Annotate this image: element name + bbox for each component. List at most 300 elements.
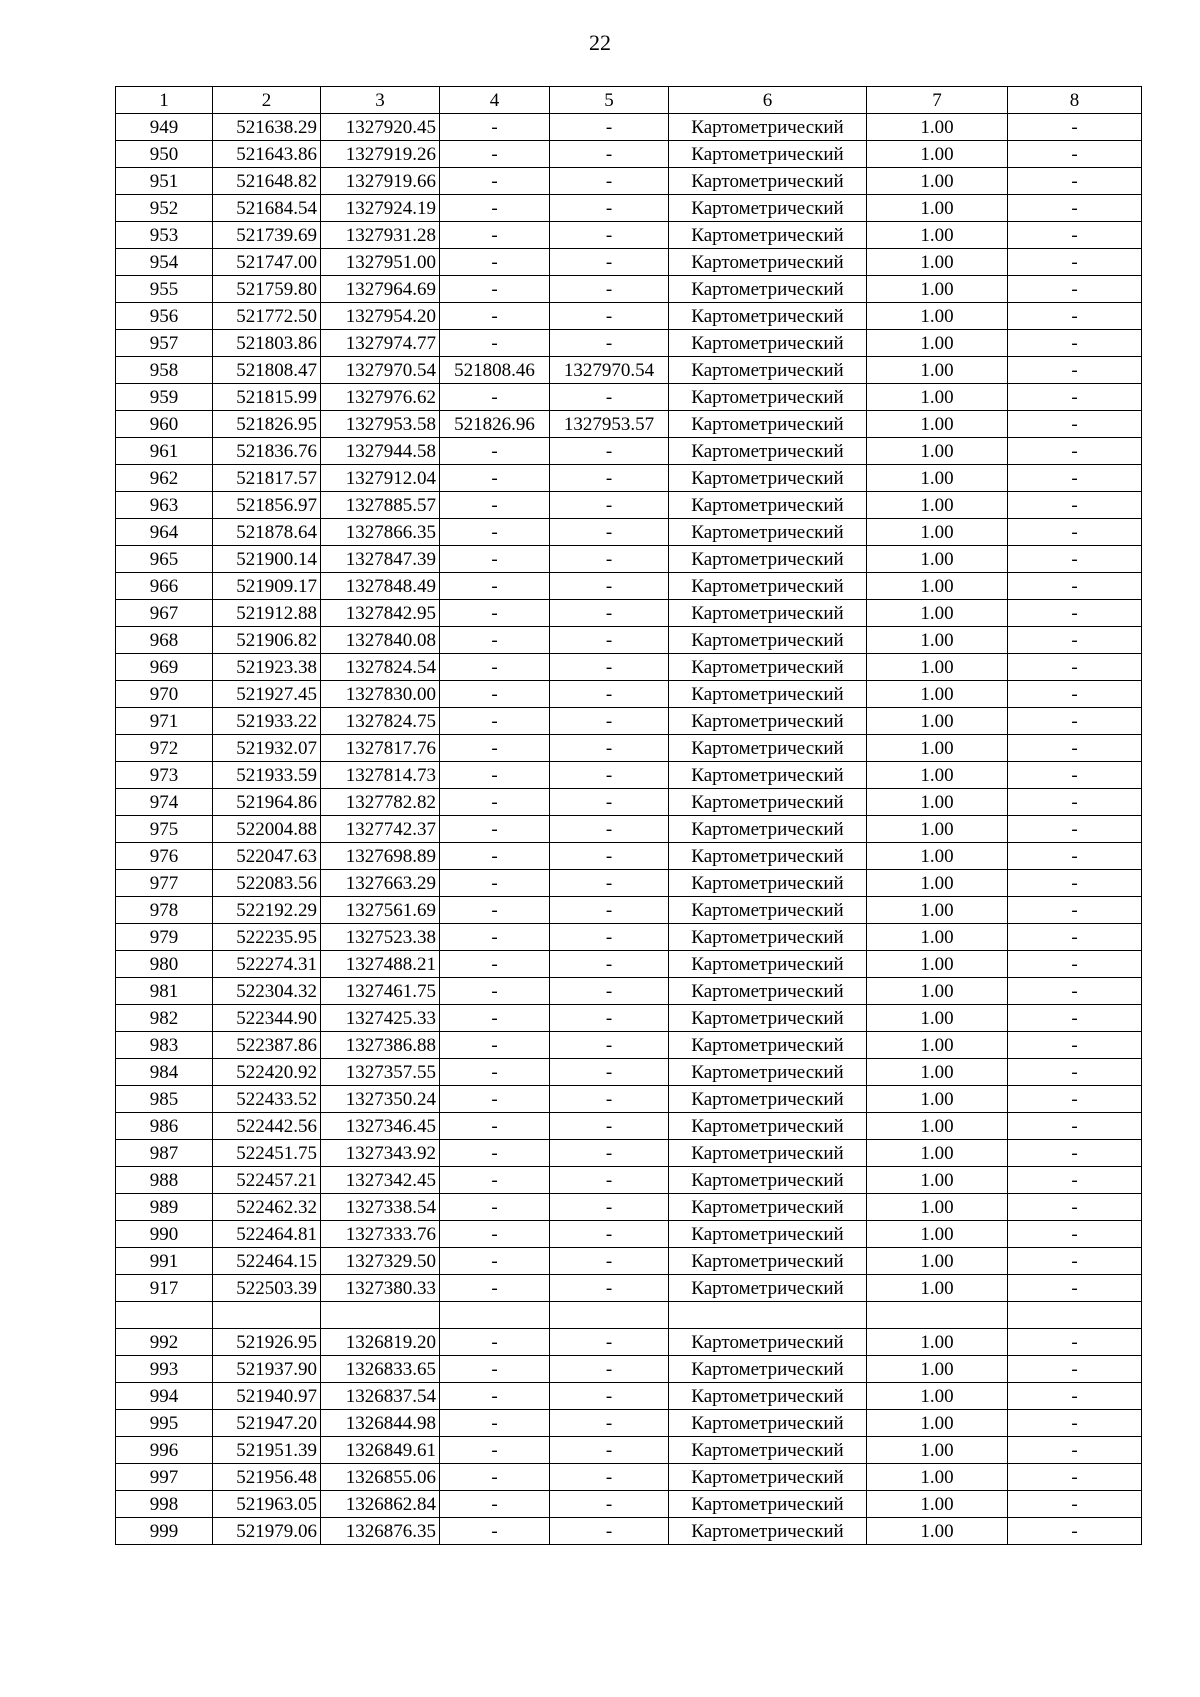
- y-coord-cell: 1327346.45: [321, 1113, 440, 1140]
- x-prev-cell: -: [440, 141, 550, 168]
- y-prev-cell: -: [550, 897, 669, 924]
- x-coord-cell: 521923.38: [213, 654, 321, 681]
- x-coord-cell: 521747.00: [213, 249, 321, 276]
- method-cell: Картометрический: [669, 897, 867, 924]
- x-coord-cell: 521956.48: [213, 1464, 321, 1491]
- accuracy-cell: 1.00: [867, 816, 1008, 843]
- x-coord-cell: 522464.81: [213, 1221, 321, 1248]
- y-coord-cell: 1327951.00: [321, 249, 440, 276]
- description-cell: -: [1008, 735, 1142, 762]
- table-row: [116, 141, 1142, 168]
- description-cell: -: [1008, 681, 1142, 708]
- y-coord-cell: 1327954.20: [321, 303, 440, 330]
- y-coord-cell: 1327461.75: [321, 978, 440, 1005]
- x-prev-cell: -: [440, 1059, 550, 1086]
- x-prev-cell: -: [440, 1032, 550, 1059]
- description-cell: -: [1008, 438, 1142, 465]
- y-prev-cell: -: [550, 1383, 669, 1410]
- point-number-cell: 967: [116, 600, 213, 627]
- accuracy-cell: 1.00: [867, 870, 1008, 897]
- table-body: [116, 114, 1142, 1545]
- accuracy-cell: 1.00: [867, 357, 1008, 384]
- accuracy-cell: 1.00: [867, 465, 1008, 492]
- x-coord-cell: 522235.95: [213, 924, 321, 951]
- x-prev-cell: -: [440, 735, 550, 762]
- y-coord-cell: 1327342.45: [321, 1167, 440, 1194]
- description-cell: -: [1008, 573, 1142, 600]
- x-prev-cell: -: [440, 168, 550, 195]
- y-prev-cell: -: [550, 1518, 669, 1545]
- point-number-cell: 965: [116, 546, 213, 573]
- x-prev-cell: -: [440, 762, 550, 789]
- y-coord-cell: [321, 1302, 440, 1329]
- x-prev-cell: -: [440, 1248, 550, 1275]
- x-coord-cell: 522442.56: [213, 1113, 321, 1140]
- table-row: [116, 276, 1142, 303]
- point-number-cell: 988: [116, 1167, 213, 1194]
- method-cell: Картометрический: [669, 681, 867, 708]
- description-cell: -: [1008, 627, 1142, 654]
- method-cell: Картометрический: [669, 1275, 867, 1302]
- accuracy-cell: 1.00: [867, 762, 1008, 789]
- x-prev-cell: -: [440, 816, 550, 843]
- x-coord-cell: 522083.56: [213, 870, 321, 897]
- page-number: 22: [589, 30, 611, 55]
- description-cell: -: [1008, 1086, 1142, 1113]
- x-prev-cell: -: [440, 681, 550, 708]
- x-coord-cell: 521964.86: [213, 789, 321, 816]
- x-prev-cell: -: [440, 1221, 550, 1248]
- y-prev-cell: -: [550, 600, 669, 627]
- table-row: [116, 681, 1142, 708]
- x-prev-cell: -: [440, 1410, 550, 1437]
- y-coord-cell: 1327425.33: [321, 1005, 440, 1032]
- table-row: [116, 816, 1142, 843]
- x-coord-cell: 522004.88: [213, 816, 321, 843]
- x-coord-cell: 521937.90: [213, 1356, 321, 1383]
- x-coord-cell: 521817.57: [213, 465, 321, 492]
- description-cell: -: [1008, 141, 1142, 168]
- x-prev-cell: -: [440, 438, 550, 465]
- table-row: [116, 249, 1142, 276]
- accuracy-cell: 1.00: [867, 222, 1008, 249]
- accuracy-cell: 1.00: [867, 654, 1008, 681]
- description-cell: -: [1008, 249, 1142, 276]
- y-coord-cell: 1327523.38: [321, 924, 440, 951]
- x-coord-cell: 522451.75: [213, 1140, 321, 1167]
- point-number-cell: 953: [116, 222, 213, 249]
- x-prev-cell: -: [440, 303, 550, 330]
- point-number-cell: 984: [116, 1059, 213, 1086]
- point-number-cell: 956: [116, 303, 213, 330]
- table-row: [116, 870, 1142, 897]
- x-coord-cell: 522192.29: [213, 897, 321, 924]
- point-number-cell: [116, 1302, 213, 1329]
- point-number-cell: 974: [116, 789, 213, 816]
- description-cell: -: [1008, 1221, 1142, 1248]
- x-coord-cell: 521906.82: [213, 627, 321, 654]
- accuracy-cell: 1.00: [867, 141, 1008, 168]
- accuracy-cell: 1.00: [867, 1410, 1008, 1437]
- description-cell: -: [1008, 600, 1142, 627]
- accuracy-cell: 1.00: [867, 681, 1008, 708]
- description-cell: -: [1008, 708, 1142, 735]
- y-coord-cell: 1326844.98: [321, 1410, 440, 1437]
- y-coord-cell: 1327919.66: [321, 168, 440, 195]
- y-coord-cell: 1327830.00: [321, 681, 440, 708]
- y-prev-cell: -: [550, 951, 669, 978]
- method-cell: Картометрический: [669, 1194, 867, 1221]
- method-cell: Картометрический: [669, 438, 867, 465]
- description-cell: -: [1008, 1437, 1142, 1464]
- x-prev-cell: -: [440, 654, 550, 681]
- method-cell: Картометрический: [669, 600, 867, 627]
- point-number-cell: 955: [116, 276, 213, 303]
- point-number-cell: 993: [116, 1356, 213, 1383]
- method-cell: Картометрический: [669, 627, 867, 654]
- x-prev-cell: -: [440, 1437, 550, 1464]
- y-coord-cell: 1327488.21: [321, 951, 440, 978]
- description-cell: -: [1008, 357, 1142, 384]
- y-coord-cell: 1327866.35: [321, 519, 440, 546]
- description-cell: -: [1008, 546, 1142, 573]
- x-prev-cell: -: [440, 519, 550, 546]
- x-prev-cell: -: [440, 1167, 550, 1194]
- accuracy-cell: 1.00: [867, 276, 1008, 303]
- table-row: [116, 978, 1142, 1005]
- table-row: [116, 1275, 1142, 1302]
- table-row: [116, 195, 1142, 222]
- accuracy-cell: 1.00: [867, 1221, 1008, 1248]
- x-prev-cell: -: [440, 951, 550, 978]
- accuracy-cell: 1.00: [867, 1437, 1008, 1464]
- coordinates-table: [115, 86, 1142, 1545]
- y-prev-cell: -: [550, 843, 669, 870]
- y-prev-cell: 1327953.57: [550, 411, 669, 438]
- y-prev-cell: -: [550, 1005, 669, 1032]
- x-prev-cell: -: [440, 114, 550, 141]
- accuracy-cell: 1.00: [867, 924, 1008, 951]
- y-prev-cell: -: [550, 1167, 669, 1194]
- x-prev-cell: -: [440, 195, 550, 222]
- y-prev-cell: -: [550, 762, 669, 789]
- x-coord-cell: 521878.64: [213, 519, 321, 546]
- accuracy-cell: 1.00: [867, 1356, 1008, 1383]
- accuracy-cell: 1.00: [867, 1329, 1008, 1356]
- x-prev-cell: -: [440, 627, 550, 654]
- accuracy-cell: 1.00: [867, 951, 1008, 978]
- y-prev-cell: -: [550, 627, 669, 654]
- accuracy-cell: 1.00: [867, 249, 1008, 276]
- accuracy-cell: 1.00: [867, 1248, 1008, 1275]
- method-cell: Картометрический: [669, 411, 867, 438]
- description-cell: -: [1008, 1356, 1142, 1383]
- x-prev-cell: -: [440, 1194, 550, 1221]
- y-coord-cell: 1326876.35: [321, 1518, 440, 1545]
- method-cell: Картометрический: [669, 303, 867, 330]
- method-cell: Картометрический: [669, 276, 867, 303]
- x-coord-cell: 521815.99: [213, 384, 321, 411]
- point-number-cell: 972: [116, 735, 213, 762]
- y-prev-cell: -: [550, 195, 669, 222]
- y-prev-cell: -: [550, 1221, 669, 1248]
- point-number-cell: 959: [116, 384, 213, 411]
- y-coord-cell: 1326855.06: [321, 1464, 440, 1491]
- x-coord-cell: 522457.21: [213, 1167, 321, 1194]
- description-cell: -: [1008, 870, 1142, 897]
- description-cell: -: [1008, 492, 1142, 519]
- point-number-cell: 966: [116, 573, 213, 600]
- x-prev-cell: -: [440, 1329, 550, 1356]
- y-coord-cell: 1327842.95: [321, 600, 440, 627]
- header-cell: 7: [867, 87, 1008, 114]
- table-row: [116, 1383, 1142, 1410]
- y-coord-cell: 1327329.50: [321, 1248, 440, 1275]
- method-cell: Картометрический: [669, 1005, 867, 1032]
- x-coord-cell: 521979.06: [213, 1518, 321, 1545]
- table-row: [116, 492, 1142, 519]
- x-coord-cell: 521856.97: [213, 492, 321, 519]
- method-cell: Картометрический: [669, 330, 867, 357]
- x-prev-cell: [440, 1302, 550, 1329]
- accuracy-cell: 1.00: [867, 1086, 1008, 1113]
- x-prev-cell: -: [440, 465, 550, 492]
- x-coord-cell: 521638.29: [213, 114, 321, 141]
- y-coord-cell: 1327964.69: [321, 276, 440, 303]
- x-prev-cell: -: [440, 708, 550, 735]
- table-row: [116, 303, 1142, 330]
- x-prev-cell: -: [440, 1086, 550, 1113]
- accuracy-cell: 1.00: [867, 546, 1008, 573]
- table-row: [116, 1437, 1142, 1464]
- x-coord-cell: 521926.95: [213, 1329, 321, 1356]
- accuracy-cell: 1.00: [867, 114, 1008, 141]
- description-cell: -: [1008, 384, 1142, 411]
- method-cell: Картометрический: [669, 1491, 867, 1518]
- x-coord-cell: 521643.86: [213, 141, 321, 168]
- point-number-cell: 917: [116, 1275, 213, 1302]
- accuracy-cell: 1.00: [867, 600, 1008, 627]
- x-coord-cell: 522503.39: [213, 1275, 321, 1302]
- method-cell: Картометрический: [669, 141, 867, 168]
- point-number-cell: 996: [116, 1437, 213, 1464]
- method-cell: Картометрический: [669, 1221, 867, 1248]
- table-row: [116, 1410, 1142, 1437]
- table-row: [116, 1032, 1142, 1059]
- x-coord-cell: 521684.54: [213, 195, 321, 222]
- x-coord-cell: 521947.20: [213, 1410, 321, 1437]
- y-prev-cell: -: [550, 708, 669, 735]
- y-coord-cell: 1327974.77: [321, 330, 440, 357]
- y-prev-cell: -: [550, 1086, 669, 1113]
- x-coord-cell: 522433.52: [213, 1086, 321, 1113]
- table-row: [116, 708, 1142, 735]
- point-number-cell: 987: [116, 1140, 213, 1167]
- y-coord-cell: 1327663.29: [321, 870, 440, 897]
- x-coord-cell: 521808.47: [213, 357, 321, 384]
- description-cell: -: [1008, 1059, 1142, 1086]
- method-cell: Картометрический: [669, 1437, 867, 1464]
- header-cell: 4: [440, 87, 550, 114]
- table-row: [116, 1491, 1142, 1518]
- point-number-cell: 992: [116, 1329, 213, 1356]
- method-cell: Картометрический: [669, 168, 867, 195]
- y-coord-cell: 1327814.73: [321, 762, 440, 789]
- table-row: [116, 654, 1142, 681]
- description-cell: -: [1008, 951, 1142, 978]
- x-coord-cell: 521912.88: [213, 600, 321, 627]
- y-prev-cell: -: [550, 222, 669, 249]
- point-number-cell: 983: [116, 1032, 213, 1059]
- method-cell: Картометрический: [669, 492, 867, 519]
- description-cell: -: [1008, 1383, 1142, 1410]
- accuracy-cell: 1.00: [867, 519, 1008, 546]
- method-cell: Картометрический: [669, 978, 867, 1005]
- y-prev-cell: -: [550, 1491, 669, 1518]
- point-number-cell: 986: [116, 1113, 213, 1140]
- point-number-cell: 952: [116, 195, 213, 222]
- table-row: [116, 1140, 1142, 1167]
- point-number-cell: 999: [116, 1518, 213, 1545]
- method-cell: Картометрический: [669, 1329, 867, 1356]
- point-number-cell: 958: [116, 357, 213, 384]
- header-row: [116, 87, 1142, 114]
- method-cell: Картометрический: [669, 249, 867, 276]
- accuracy-cell: [867, 1302, 1008, 1329]
- x-prev-cell: -: [440, 1113, 550, 1140]
- method-cell: Картометрический: [669, 816, 867, 843]
- table-row: [116, 1059, 1142, 1086]
- y-prev-cell: -: [550, 492, 669, 519]
- table-row: [116, 1113, 1142, 1140]
- method-cell: Картометрический: [669, 924, 867, 951]
- method-cell: Картометрический: [669, 951, 867, 978]
- table-row: [116, 1248, 1142, 1275]
- description-cell: -: [1008, 1248, 1142, 1275]
- description-cell: -: [1008, 1275, 1142, 1302]
- table-row: [116, 1329, 1142, 1356]
- x-prev-cell: -: [440, 1140, 550, 1167]
- y-coord-cell: 1327840.08: [321, 627, 440, 654]
- method-cell: Картометрический: [669, 222, 867, 249]
- y-prev-cell: -: [550, 303, 669, 330]
- x-prev-cell: -: [440, 1491, 550, 1518]
- x-coord-cell: 521803.86: [213, 330, 321, 357]
- description-cell: -: [1008, 843, 1142, 870]
- x-coord-cell: 522387.86: [213, 1032, 321, 1059]
- y-prev-cell: -: [550, 276, 669, 303]
- accuracy-cell: 1.00: [867, 1194, 1008, 1221]
- point-number-cell: 981: [116, 978, 213, 1005]
- header-cell: 8: [1008, 87, 1142, 114]
- x-prev-cell: -: [440, 897, 550, 924]
- x-coord-cell: 521759.80: [213, 276, 321, 303]
- point-number-cell: 961: [116, 438, 213, 465]
- table-row: [116, 222, 1142, 249]
- table-row: [116, 897, 1142, 924]
- point-number-cell: 980: [116, 951, 213, 978]
- table-row: [116, 330, 1142, 357]
- x-coord-cell: 522274.31: [213, 951, 321, 978]
- table-row: [116, 114, 1142, 141]
- point-number-cell: 950: [116, 141, 213, 168]
- y-prev-cell: -: [550, 249, 669, 276]
- x-coord-cell: 521772.50: [213, 303, 321, 330]
- description-cell: -: [1008, 789, 1142, 816]
- method-cell: [669, 1302, 867, 1329]
- y-prev-cell: -: [550, 1275, 669, 1302]
- method-cell: Картометрический: [669, 843, 867, 870]
- header-cell: 2: [213, 87, 321, 114]
- table-row: [116, 789, 1142, 816]
- method-cell: Картометрический: [669, 762, 867, 789]
- table-row: [116, 1221, 1142, 1248]
- accuracy-cell: 1.00: [867, 735, 1008, 762]
- header-cell: 5: [550, 87, 669, 114]
- y-coord-cell: 1327782.82: [321, 789, 440, 816]
- y-prev-cell: -: [550, 789, 669, 816]
- method-cell: Картометрический: [669, 1086, 867, 1113]
- description-cell: -: [1008, 465, 1142, 492]
- accuracy-cell: 1.00: [867, 1113, 1008, 1140]
- x-coord-cell: 521963.05: [213, 1491, 321, 1518]
- method-cell: Картометрический: [669, 708, 867, 735]
- accuracy-cell: 1.00: [867, 168, 1008, 195]
- x-prev-cell: -: [440, 1275, 550, 1302]
- point-number-cell: 976: [116, 843, 213, 870]
- table-row: [116, 1005, 1142, 1032]
- x-prev-cell: -: [440, 1518, 550, 1545]
- description-cell: -: [1008, 1113, 1142, 1140]
- y-prev-cell: -: [550, 978, 669, 1005]
- y-prev-cell: -: [550, 924, 669, 951]
- method-cell: Картометрический: [669, 654, 867, 681]
- x-prev-cell: -: [440, 924, 550, 951]
- y-coord-cell: 1327944.58: [321, 438, 440, 465]
- y-coord-cell: 1326833.65: [321, 1356, 440, 1383]
- x-prev-cell: -: [440, 330, 550, 357]
- x-prev-cell: -: [440, 870, 550, 897]
- x-prev-cell: -: [440, 789, 550, 816]
- y-coord-cell: 1326862.84: [321, 1491, 440, 1518]
- y-prev-cell: -: [550, 1248, 669, 1275]
- accuracy-cell: 1.00: [867, 1140, 1008, 1167]
- x-prev-cell: -: [440, 1464, 550, 1491]
- table-row: [116, 519, 1142, 546]
- table-row: [116, 168, 1142, 195]
- x-coord-cell: 522420.92: [213, 1059, 321, 1086]
- x-coord-cell: 521648.82: [213, 168, 321, 195]
- point-number-cell: 979: [116, 924, 213, 951]
- description-cell: -: [1008, 411, 1142, 438]
- table-row: [116, 438, 1142, 465]
- x-prev-cell: -: [440, 978, 550, 1005]
- table-row: [116, 384, 1142, 411]
- y-prev-cell: -: [550, 465, 669, 492]
- description-cell: -: [1008, 762, 1142, 789]
- x-coord-cell: 521927.45: [213, 681, 321, 708]
- y-coord-cell: 1327953.58: [321, 411, 440, 438]
- accuracy-cell: 1.00: [867, 384, 1008, 411]
- point-number-cell: 971: [116, 708, 213, 735]
- y-prev-cell: -: [550, 1356, 669, 1383]
- point-number-cell: 957: [116, 330, 213, 357]
- y-prev-cell: -: [550, 330, 669, 357]
- method-cell: Картометрический: [669, 195, 867, 222]
- x-coord-cell: 521900.14: [213, 546, 321, 573]
- point-number-cell: 995: [116, 1410, 213, 1437]
- method-cell: Картометрический: [669, 1059, 867, 1086]
